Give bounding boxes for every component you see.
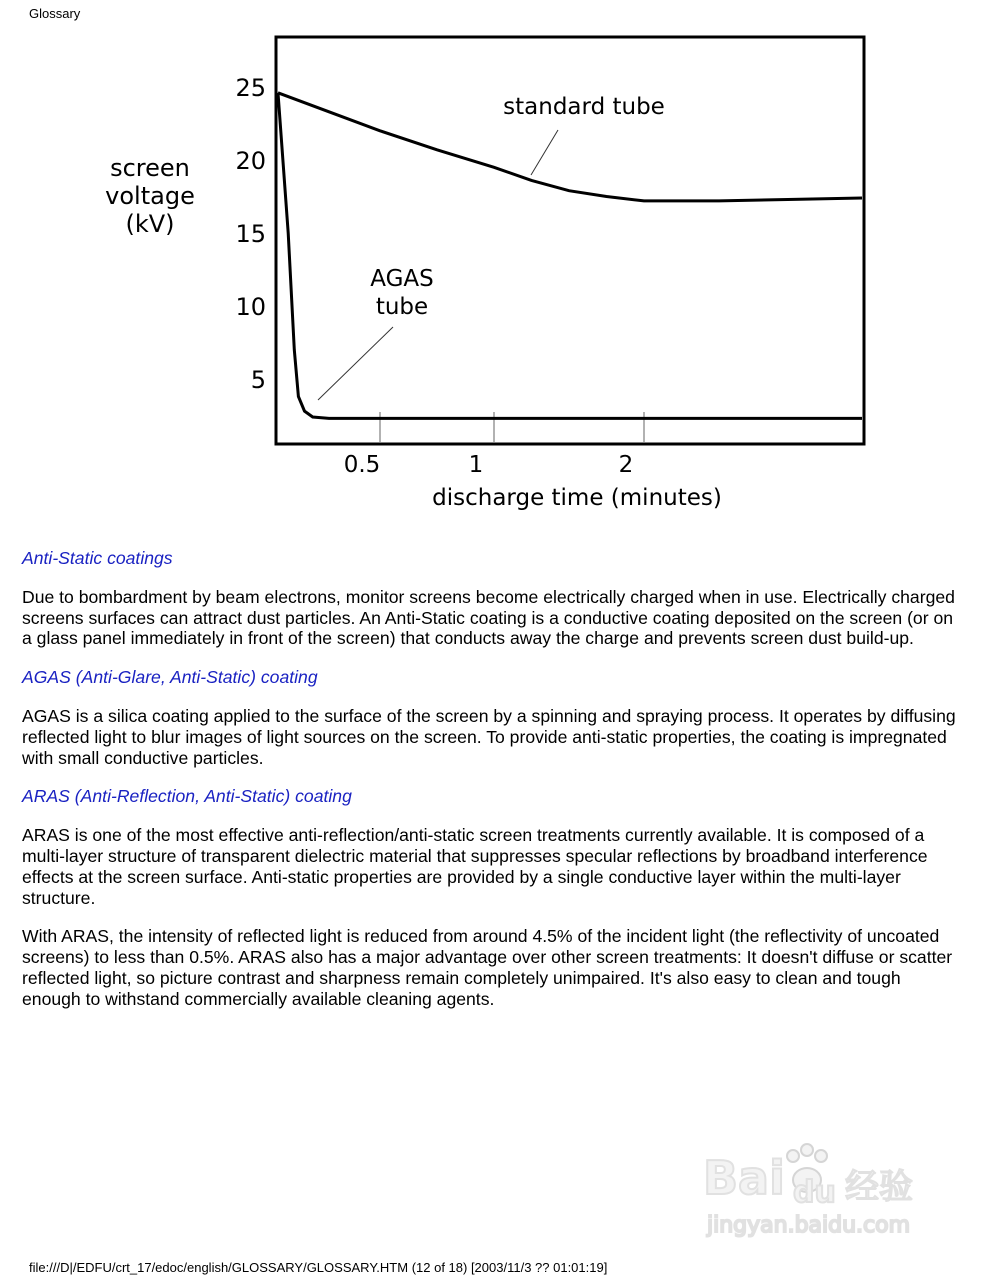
x-tick-label: 0.5	[343, 452, 381, 478]
y-tick-label: 20	[235, 147, 266, 175]
section-paragraph: Due to bombardment by beam electrons, monitor screens become electrically charged when in use. Electrically charged screens surfaces can attract dust particles. An Anti-Static coating is a conductive coating deposited on the screen (or on a glass panel immediately in front of the screen) that conducts away the charge and prevents screen dust build-up.	[22, 586, 955, 649]
y-tick-label: 10	[235, 293, 266, 321]
y-tick-labels	[235, 74, 266, 394]
glossary-content	[22, 548, 957, 1028]
file-path-footer: file:///D|/EDFU/crt_17/edoc/english/GLOSSARY/GLOSSARY.HTM (12 of 18) [2003/11/3 ?? 01:01:19]	[29, 1260, 608, 1275]
section-heading-aras: ARAS (Anti-Reflection, Anti-Static) coating	[22, 786, 352, 807]
section-heading-agas: AGAS (Anti-Glare, Anti-Static) coating	[22, 667, 318, 688]
watermark-brand-suffix: du	[793, 1175, 836, 1210]
baidu-jingyan-watermark	[685, 1132, 945, 1242]
watermark-url: jingyan.baidu.com	[707, 1213, 911, 1238]
y-tick-label: 5	[250, 366, 266, 394]
y-tick-label: 25	[235, 74, 266, 102]
standard-tube-leader	[531, 130, 558, 175]
watermark-brand: Bai	[703, 1151, 785, 1205]
x-tick-label: 2	[618, 452, 634, 478]
watermark-cn: 经验	[845, 1167, 913, 1207]
agas-tube-leader	[318, 327, 393, 400]
agas-annotation: AGAS	[370, 266, 434, 292]
y-axis-label-line: voltage	[105, 182, 195, 210]
y-axis-label-line: screen	[110, 154, 190, 182]
agas-tube-annotation: tube	[375, 294, 429, 320]
section-heading-anti-static: Anti-Static coatings	[22, 548, 173, 568]
y-tick-label: 15	[235, 220, 266, 248]
x-tick-label: 1	[468, 452, 484, 478]
section-paragraph: ARAS is one of the most effective anti-reflection/anti-static screen treatments currently available. It is composed of a multi-layer structure of transparent dielectric material that suppresses specular reflections by broadband interference effects at the screen surface. Anti-static properties are provided by a single conductive layer within the multi-layer structure.	[22, 825, 928, 908]
standard-tube-annotation: standard tube	[503, 94, 665, 120]
page-header-title: Glossary	[29, 6, 81, 21]
screen-voltage-chart	[0, 0, 989, 540]
y-axis-label-line: (kV)	[125, 210, 175, 238]
agas-tube-line	[278, 93, 862, 419]
y-axis-label	[105, 154, 195, 238]
x-axis-label: discharge time (minutes)	[432, 485, 722, 511]
section-paragraph: With ARAS, the intensity of reflected light is reduced from around 4.5% of the incident light (the reflectivity of uncoated screens) to less than 0.5%. ARAS also has a major advantage over other screen treatments: It doesn't diffuse or scatter reflected light, so picture contrast and sharpness remain completely unimpaired. It's also easy to clean and tough enough to withstand commercially available cleaning agents.	[22, 926, 953, 1009]
section-paragraph: AGAS is a silica coating applied to the surface of the screen by a spinning and spraying process. It operates by diffusing reflected light to blur images of light sources on the screen. To provide anti-static properties, the coating is impregnated with small conductive particles.	[22, 705, 956, 768]
